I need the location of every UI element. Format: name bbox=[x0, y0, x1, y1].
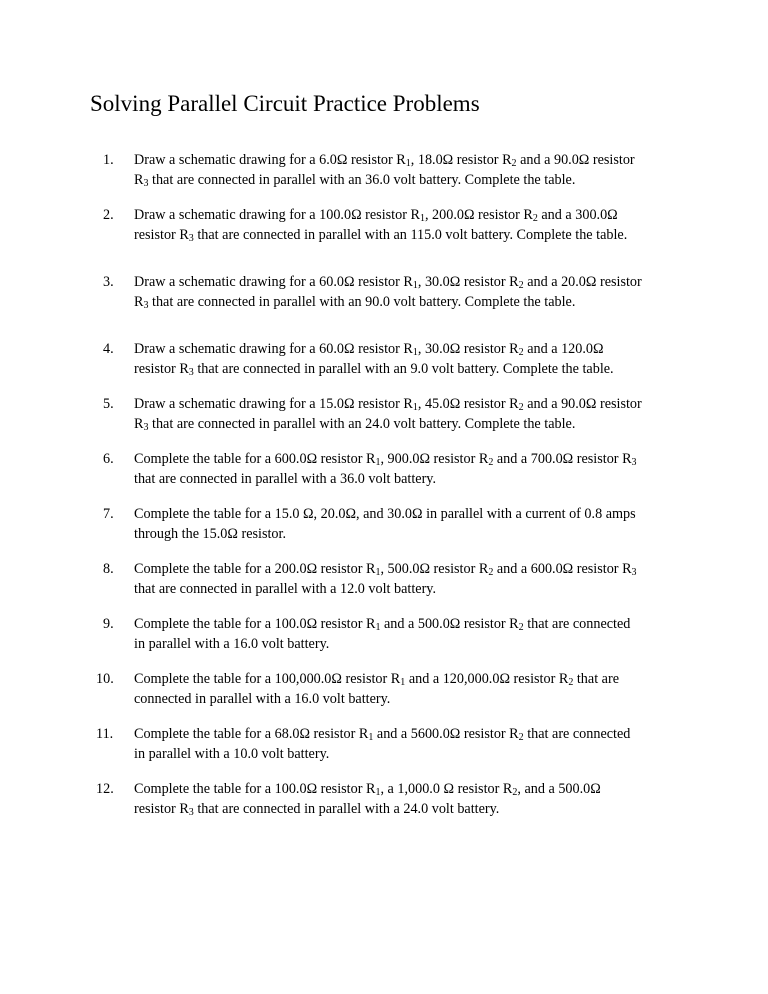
problem-text: Complete the table for a 100.0Ω resistor $R_1$ and a 500.0Ω resistor $R_2$ that are connected in parallel with a 16.0 volt battery. bbox=[134, 616, 631, 652]
problem-text: Complete the table for a 100,000.0Ω resistor $R_1$ and a 120,000.0Ω resistor $R_2$ that are connected in parallel with a 16.0 volt battery. bbox=[134, 671, 619, 707]
problem-number: 3. bbox=[103, 274, 114, 290]
problem-number: 8. bbox=[103, 561, 114, 577]
problem-number: 6. bbox=[103, 451, 114, 467]
problem-number: 7. bbox=[103, 506, 114, 522]
problem-text: Complete the table for a 200.0Ω resistor $R_1$, 500.0Ω resistor $R_2$ and a 600.0Ω resistor $R_3$ that are connected in parallel with a 12.0 volt battery. bbox=[134, 561, 637, 597]
problem-number: 4. bbox=[103, 341, 114, 357]
problem-text: Draw a schematic drawing for a 60.0Ω resistor $R_1$, 30.0Ω resistor $R_2$ and a 120.0Ω resistor $R_3$ that are connected in parallel with an 9.0 volt battery. Complete the table. bbox=[134, 341, 614, 378]
problem-number: 2. bbox=[103, 207, 114, 223]
problem-text: Complete the table for a 68.0Ω resistor $R_1$ and a 5600.0Ω resistor $R_2$ that are connected in parallel with a 10.0 volt battery. bbox=[134, 726, 631, 762]
problem-number: 11. bbox=[96, 726, 114, 742]
page-title: Solving Parallel Circuit Practice Problems bbox=[90, 91, 480, 116]
problem-text: Draw a schematic drawing for a 6.0Ω resistor $R_1$, 18.0Ω resistor $R_2$ and a 90.0Ω resistor $R_3$ that are connected in parallel with an 36.0 volt battery. Complete the table. bbox=[134, 152, 635, 189]
problem-number: 10. bbox=[96, 671, 114, 687]
problem-number: 12. bbox=[96, 781, 114, 797]
problem-text: Complete the table for a 600.0Ω resistor $R_1$, 900.0Ω resistor $R_2$ and a 700.0Ω resistor $R_3$ that are connected in parallel with a 36.0 volt battery. bbox=[134, 451, 637, 487]
problem-number: 1. bbox=[103, 152, 114, 168]
problem-text: Draw a schematic drawing for a 100.0Ω resistor $R_1$, 200.0Ω resistor $R_2$ and a 300.0Ω resistor $R_3$ that are connected in parallel with an 115.0 volt battery. Complete the table. bbox=[134, 207, 628, 244]
problem-text: Complete the table for a 100.0Ω resistor $R_1$, a 1,000.0 Ω resistor $R_2$, and a 500.0Ω resistor $R_3$ that are connected in parallel with a 24.0 volt battery. bbox=[134, 781, 601, 818]
problem-number: 5. bbox=[103, 396, 114, 412]
problem-text: Draw a schematic drawing for a 60.0Ω resistor $R_1$, 30.0Ω resistor $R_2$ and a 20.0Ω resistor $R_3$ that are connected in parallel with an 90.0 volt battery. Complete the table. bbox=[134, 274, 642, 311]
problem-number: 9. bbox=[103, 616, 114, 632]
problem-text: Draw a schematic drawing for a 15.0Ω resistor $R_1$, 45.0Ω resistor $R_2$ and a 90.0Ω resistor $R_3$ that are connected in parallel with an 24.0 volt battery. Complete the table. bbox=[134, 396, 642, 433]
problem-text: Complete the table for a 15.0 Ω, 20.0Ω, and 30.0Ω in parallel with a current of 0.8 amps through the 15.0Ω resistor. bbox=[134, 506, 636, 542]
